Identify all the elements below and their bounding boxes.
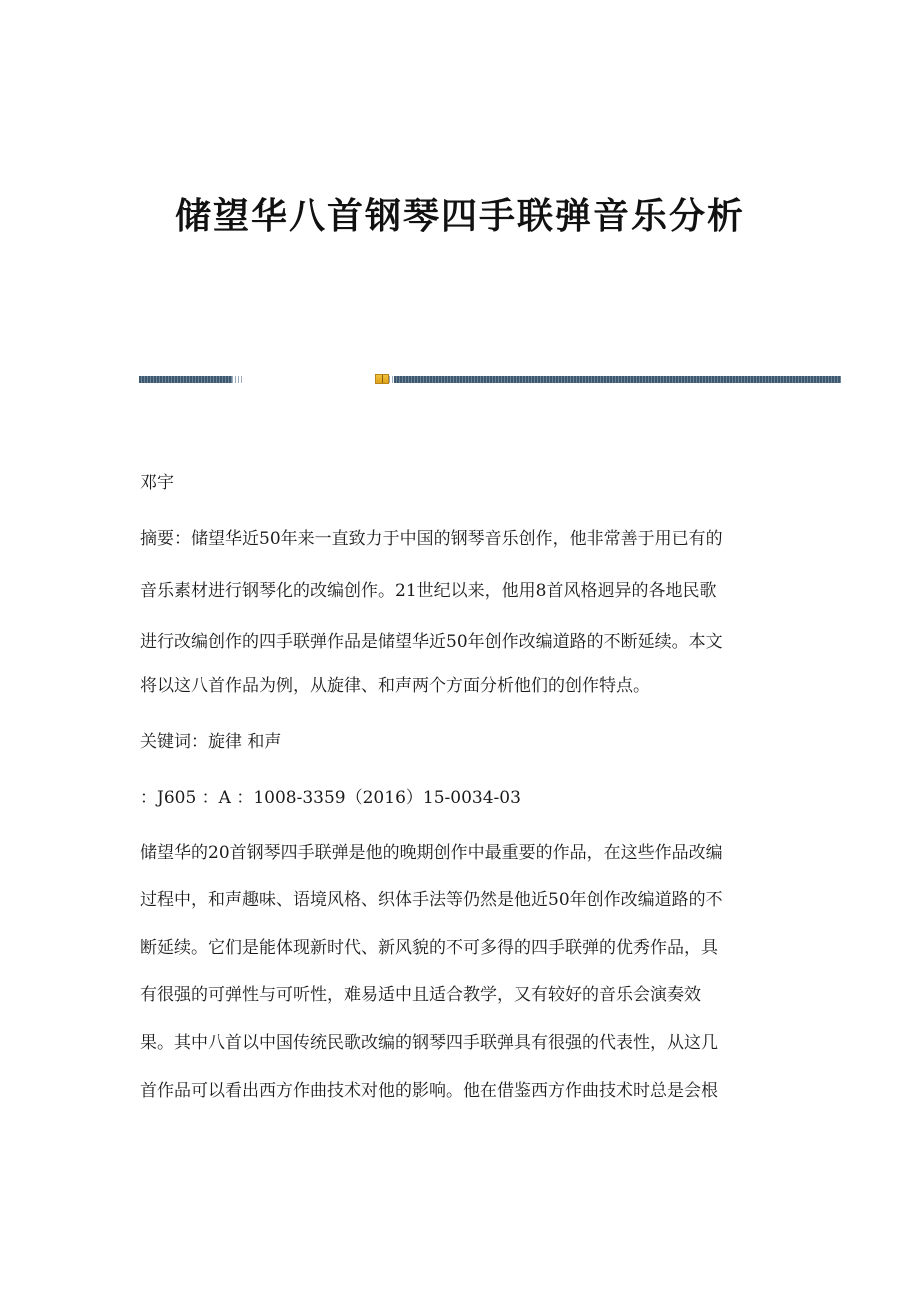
divider-bar-left <box>139 376 232 383</box>
body-line: 有很强的可弹性与可听性，难易适中且适合教学，又有较好的音乐会演奏效 <box>140 985 701 1005</box>
body-line: 过程中，和声趣味、语境风格、织体手法等仍然是他近50年创作改编道路的不 <box>140 890 723 910</box>
divider-bar-right <box>394 376 841 383</box>
body-line: 断延续。它们是能体现新时代、新风貌的不可多得的四手联弹的优秀作品，具 <box>140 938 718 958</box>
author-name: 邓宇 <box>140 473 174 493</box>
classification-line: ：J605 ：A ：1008-3359（2016）15-0034-03 <box>140 788 521 808</box>
divider-gap-left <box>232 376 242 383</box>
abstract-line: 进行改编创作的四手联弹作品是储望华近50年创作改编道路的不断延续。本文 <box>140 632 723 652</box>
body-line: 首作品可以看出西方作曲技术对他的影响。他在借鉴西方作曲技术时总是会根 <box>140 1081 718 1101</box>
keywords: 关键词：旋律 和声 <box>140 732 282 752</box>
title-divider <box>139 374 841 384</box>
body-line: 果。其中八首以中国传统民歌改编的钢琴四手联弹具有很强的代表性，从这几 <box>140 1033 718 1053</box>
abstract-line: 音乐素材进行钢琴化的改编创作。21世纪以来，他用8首风格迥异的各地民歌 <box>140 581 717 601</box>
abstract-line: 摘要：储望华近50年来一直致力于中国的钢琴音乐创作，他非常善于用已有的 <box>140 529 723 549</box>
abstract-line: 将以这八首作品为例，从旋律、和声两个方面分析他们的创作特点。 <box>140 676 650 696</box>
book-icon <box>375 374 389 384</box>
body-line: 储望华的20首钢琴四手联弹是他的晚期创作中最重要的作品，在这些作品改编 <box>140 843 723 863</box>
document-title: 储望华八首钢琴四手联弹音乐分析 <box>174 196 745 237</box>
